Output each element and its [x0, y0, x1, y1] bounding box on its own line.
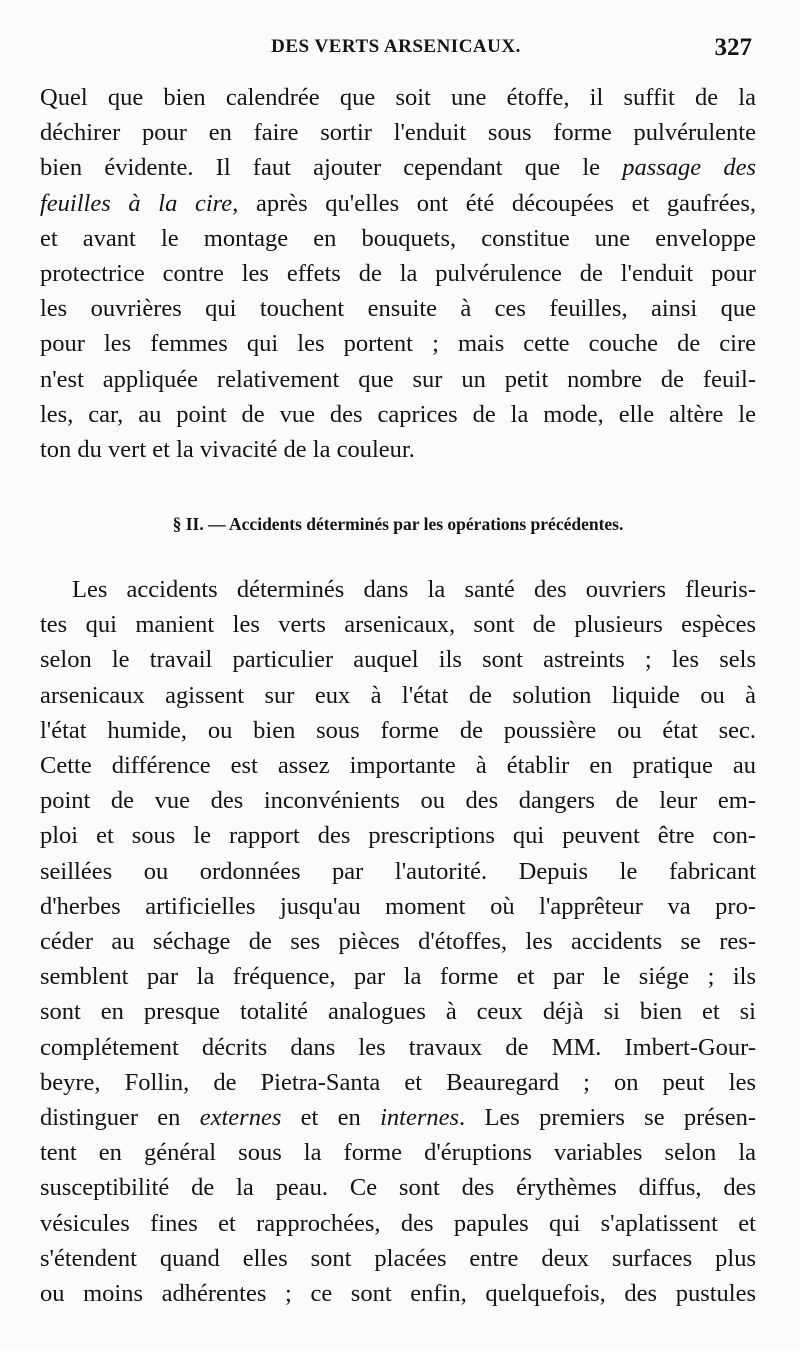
section-heading: § II. — Accidents déterminés par les opérations précédentes.	[172, 514, 624, 534]
running-head	[40, 34, 752, 70]
text-line: selon le travail particulier auquel ils sont astreints ; les sels	[40, 646, 756, 674]
page-number: 327	[714, 34, 752, 61]
paragraph-accidents	[40, 572, 756, 1311]
text-line: ton du vert et la vivacité de la couleur.	[40, 436, 415, 464]
text-line: s'étendent quand elles sont placées entre deux surfaces plus	[40, 1244, 756, 1272]
text-line: Cette différence est assez importante à établir en pratique au	[40, 752, 756, 780]
text-line: ou moins adhérentes ; ce sont enfin, quelquefois, des pustules	[40, 1280, 756, 1308]
running-title: DES VERTS ARSENICAUX.	[271, 36, 521, 57]
text-line: n'est appliquée relativement que sur un petit nombre de feuil-	[40, 365, 756, 393]
text-line: l'état humide, ou bien sous forme de poussière ou état sec.	[40, 716, 756, 744]
text-line: et avant le montage en bouquets, constitue une enveloppe	[40, 224, 756, 252]
text-line: point de vue des inconvénients ou des dangers de leur em-	[40, 787, 756, 815]
text-line: tent en général sous la forme d'éruptions variables selon la	[40, 1139, 756, 1167]
text-line: les, car, au point de vue des caprices de la mode, elle altère le	[40, 400, 756, 428]
text-line: beyre, Follin, de Pietra-Santa et Beauregard ; on peut les	[40, 1068, 756, 1096]
text-line: déchirer pour en faire sortir l'enduit sous forme pulvérulente	[40, 119, 756, 147]
text-line: pour les femmes qui les portent ; mais cette couche de cire	[40, 330, 756, 358]
text-line: susceptibilité de la peau. Ce sont des érythèmes diffus, des	[40, 1174, 756, 1202]
text-line: distinguer en externes et en internes. Les premiers se présen-	[40, 1104, 756, 1132]
text-line: Quel que bien calendrée que soit une étoffe, il suffit de la	[40, 84, 756, 111]
text-line: tes qui manient les verts arsenicaux, sont de plusieurs espèces	[40, 611, 756, 639]
text-line: protectrice contre les effets de la pulvérulence de l'enduit pour	[40, 260, 756, 288]
text-line: vésicules fines et rapprochées, des papules qui s'aplatissent et	[40, 1209, 756, 1237]
text-line: seillées ou ordonnées par l'autorité. Depuis le fabricant	[40, 857, 756, 885]
text-line: semblent par la fréquence, par la forme et par le siége ; ils	[40, 963, 756, 991]
text-line: bien évidente. Il faut ajouter cependant que le passage des	[40, 154, 756, 182]
text-line: les ouvrières qui touchent ensuite à ces feuilles, ainsi que	[40, 295, 756, 323]
paragraph-arsenical-coating	[40, 80, 756, 467]
text-line: sont en presque totalité analogues à ceux déjà si bien et si	[40, 998, 756, 1026]
text-line: Les accidents déterminés dans la santé des ouvriers fleuris-	[72, 576, 756, 603]
text-line: céder au séchage de ses pièces d'étoffes, les accidents se res-	[40, 928, 756, 956]
text-line: feuilles à la cire, après qu'elles ont été découpées et gaufrées,	[40, 189, 756, 217]
text-line: complétement décrits dans les travaux de MM. Imbert-Gour-	[40, 1033, 756, 1061]
text-line: ploi et sous le rapport des prescriptions qui peuvent être con-	[40, 822, 756, 850]
text-line: d'herbes artificielles jusqu'au moment où l'apprêteur va pro-	[40, 892, 756, 920]
text-line: arsenicaux agissent sur eux à l'état de solution liquide ou à	[40, 681, 756, 709]
